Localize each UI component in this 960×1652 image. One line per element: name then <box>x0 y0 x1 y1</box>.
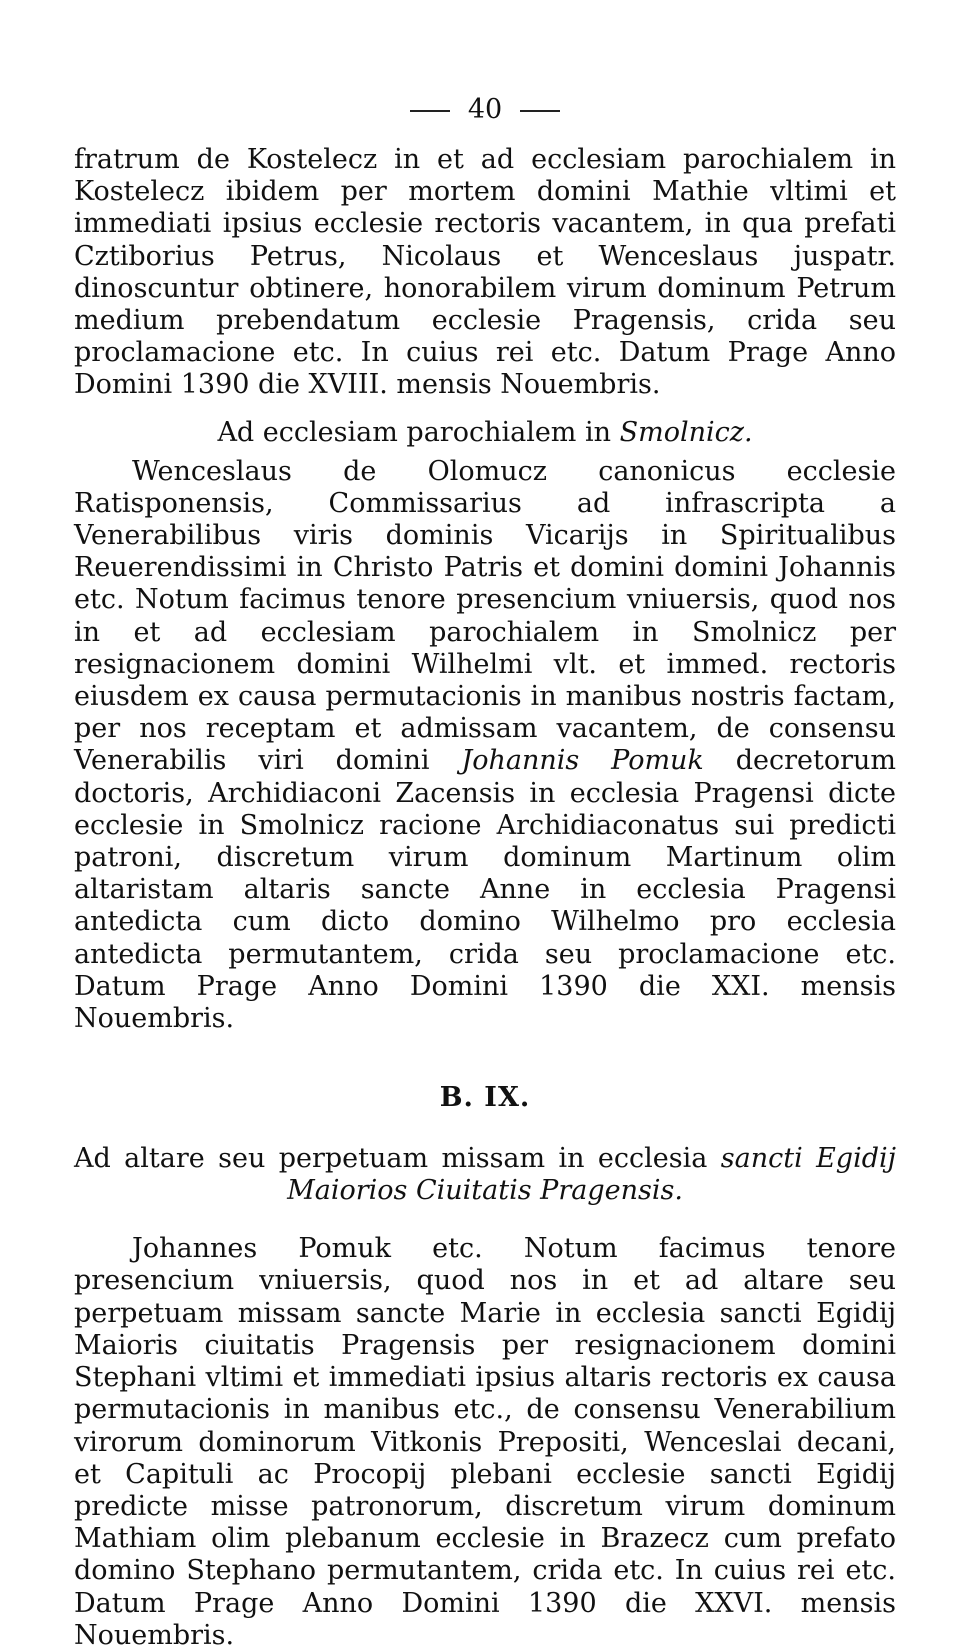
paragraph-2-name: Johannis Pomuk <box>461 745 704 777</box>
right-dash <box>520 110 560 112</box>
paragraph-3: Johannes Pomuk etc. Notum facimus tenore presencium vniuersis, quod nos in et ad altare seu perpetuam missam sancte Marie in ecclesia sancti Egidij Maioris ciuitatis Pragensis per resignacionem domini Stephani vltimi et immediati ipsius altaris rectoris ex causa permutacionis in manibus etc., de consensu Venerabilium virorum dominorum Vitkonis Prepositi, Wenceslai decani, et Capituli ac Procopij plebani ecclesie sancti Egidij predicte misse patronorum, discretum virum dominum Mathiam olim plebanum ecclesie in Brazecz cum prefato domino Stephano permutantem, crida etc. In cuius rei etc. Datum Prage Anno Domini 1390 die XXVI. mensis Nouembris. <box>74 1233 896 1651</box>
heading-text: Ad ecclesiam parochialem in <box>217 416 620 448</box>
paragraph-1: fratrum de Kostelecz in et ad ecclesiam parochialem in Kostelecz ibidem per mortem domini Mathie vltimi et immediati ipsius ecclesie rectoris vacantem, in qua prefati Cztiborius Petrus, Nicolaus et Wenceslaus juspatr. dinoscuntur obtinere, honorabilem virum dominum Petrum medium prebendatum ecclesie Pragensis, crida seu proclamacione etc. In cuius rei etc. Datum Prage Anno Domini 1390 die XVIII. mensis Nouembris. <box>74 144 896 401</box>
title-line-1-text: Ad altare seu perpetuam missam in ecclesia <box>74 1143 721 1175</box>
section-title-line-2: Maiorios Ciuitatis Pragensis. <box>287 1175 683 1207</box>
section-title-line-1 <box>74 1143 896 1175</box>
paragraph-2 <box>74 456 896 1036</box>
heading-smolnicz <box>74 416 896 450</box>
page-number-header <box>74 90 896 130</box>
page-number: 40 <box>467 94 503 125</box>
section-title <box>74 1143 896 1207</box>
title-line-1-italic: sancti Egidij <box>720 1143 897 1175</box>
document-page <box>74 90 896 1652</box>
paragraph-2-part-b: decretorum doctoris, Archidiaconi Zacensis in ecclesia Pragensi dicte ecclesie in Smolnicz racione Archidiaconatus sui predicti patroni, discretum virum dominum Martinum olim altaristam altaris sancte Anne in ecclesia Pragensi antedicta cum dicto domino Wilhelmo pro ecclesia antedicta permutantem, crida seu proclamacione etc. Datum Prage Anno Domini 1390 die XXI. mensis Nouembris. <box>74 745 896 1035</box>
section-label: B. IX. <box>439 1082 531 1114</box>
paragraph-2-part-a: Wenceslaus de Olomucz canonicus ecclesie Ratisponensis, Commissarius ad infrascripta a Venerabilibus viris dominis Vicarijs in Spiritualibus Reuerendissimi in Christo Patris et domini domini Johannis etc. Notum facimus tenore presencium vniuersis, quod nos in et ad ecclesiam parochialem in Smolnicz per resignacionem domini Wilhelmi vlt. et immed. rectoris eiusdem ex causa permutacionis in manibus nostris factam, per nos receptam et admissam vacantem, de consensu Venerabilis viri domini <box>74 455 896 777</box>
left-dash <box>410 110 450 112</box>
heading-place: Smolnicz. <box>619 416 753 448</box>
